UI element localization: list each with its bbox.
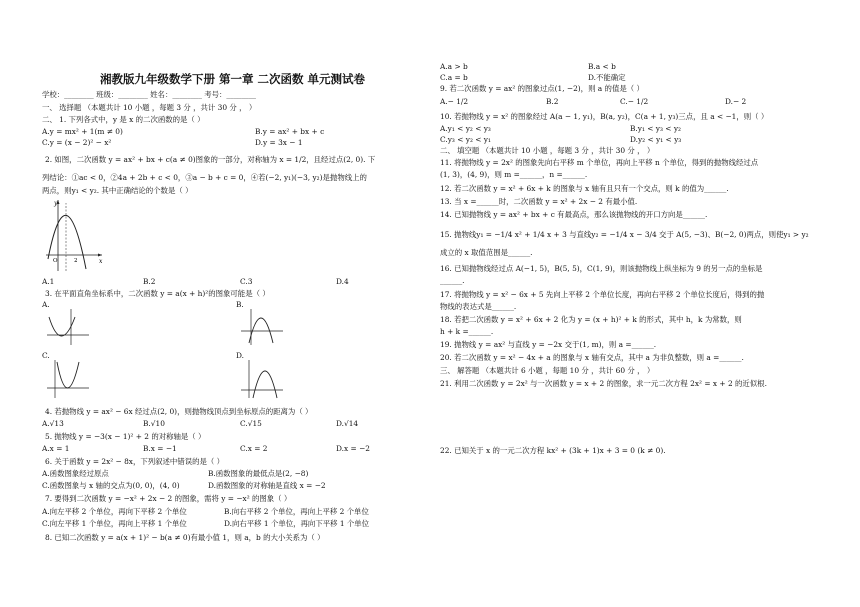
q2-option-a[interactable]: A.1 bbox=[42, 277, 55, 286]
q18-line-2: h + k =______. bbox=[440, 327, 494, 336]
q3-figure-d bbox=[239, 358, 285, 400]
q5-option-b[interactable]: B.x = −1 bbox=[143, 444, 177, 453]
q6-option-c[interactable]: C.函数图象与 x 轴的交点为(0, 0)，(4, 0) bbox=[42, 481, 180, 490]
q7-stem: 7. 要得到二次函数 y = −x² + 2x − 2 的图象，需将 y = −x² 的图象（ ） bbox=[45, 494, 292, 503]
q11-line-1: 11. 将抛物线 y = 2x² 的图象先向右平移 m 个单位，再向上平移 n 个单位，得到的抛物线经过点 bbox=[440, 158, 759, 167]
q5-stem: 5. 抛物线 y = −3(x − 1)² + 2 的对称轴是（ ） bbox=[45, 432, 206, 441]
q10-option-d[interactable]: D.y₂ < y₁ < y₃ bbox=[630, 135, 682, 144]
q8-option-c[interactable]: C.a = b bbox=[440, 73, 468, 82]
q8-option-b[interactable]: B.a < b bbox=[588, 62, 616, 71]
q12-stem: 12. 若二次函数 y = x² + 6x + k 的图象与 x 轴有且只有一个交点，则 k 的值为______. bbox=[440, 184, 729, 193]
q1-stem: 二、 1. 下列各式中，y 是 x 的二次函数的是（ ） bbox=[42, 115, 205, 124]
q15-line-1: 15. 抛物线y₁ = −1/4 x² + 1/4 x + 3 与直线y₂ = −1/4 x − 3/4 交于 A(5, −3)、B(−2, 0)两点，则使y₁ > y₂ bbox=[440, 230, 809, 239]
q4-option-a[interactable]: A.√13 bbox=[42, 419, 64, 428]
info-line: 学校：________ 班级：________ 姓名：________ 考号：________ bbox=[42, 90, 256, 99]
page-title: 湘教版九年级数学下册 第一章 二次函数 单元测试卷 bbox=[99, 72, 365, 86]
section-1-heading: 一、 选择题 （本题共计 10 小题 ，每题 3 分 ，共计 30 分 ， ） bbox=[42, 103, 257, 112]
q15-line-2: 成立的 x 取值范围是______. bbox=[440, 248, 533, 257]
q2-fig-y-label: y bbox=[54, 200, 58, 207]
q4-option-d[interactable]: D.√14 bbox=[336, 419, 359, 428]
q2-line-3: 两点，则y₁ < y₂. 其中正确结论的个数是（ ） bbox=[42, 186, 193, 195]
q2-parabola-figure bbox=[44, 197, 104, 273]
q5-option-c[interactable]: C.x = 2 bbox=[240, 444, 268, 453]
section-3-heading: 三、 解答题 （本题共计 6 小题 ，每题 10 分 ，共计 60 分 ， ） bbox=[440, 366, 655, 375]
q9-stem: 9. 若二次函数 y = ax² 的图象过点(1, −2)，则 a 的值是（ ） bbox=[440, 84, 644, 93]
q18-line-1: 18. 若把二次函数 y = x² + 6x + 2 化为 y = (x + h)² + k 的形式，其中 h，k 为常数，则 bbox=[440, 315, 742, 324]
q6-option-a[interactable]: A.函数图象经过原点 bbox=[42, 469, 109, 478]
q3-option-a[interactable]: A. bbox=[42, 300, 50, 309]
q5-option-a[interactable]: A.x = 1 bbox=[42, 444, 70, 453]
q9-option-c[interactable]: C.− 1/2 bbox=[620, 97, 649, 106]
q2-line-1: 2. 如图，二次函数 y = ax² + bx + c(a ≠ 0)图象的一部分，对称轴为 x = 1/2，且经过点(2, 0). 下 bbox=[45, 155, 376, 164]
q2-fig-two-label: 2 bbox=[74, 258, 78, 264]
q11-line-2: (1, 3)，(4, 9)，则 m =______，n =______. bbox=[440, 170, 588, 179]
q20-stem: 20. 若二次函数 y = x² − 4x + a 的图象与 x 轴有交点，其中 a 为非负整数，则 a =______. bbox=[440, 353, 744, 362]
q8-stem: 8. 已知二次函数 y = a(x + 1)² − b(a ≠ 0)有最小值 1，则 a，b 的大小关系为（ ） bbox=[45, 533, 325, 542]
q1-option-d[interactable]: D.y = 3x − 1 bbox=[255, 138, 303, 147]
q6-option-d[interactable]: D.函数图象的对称轴是直线 x = −2 bbox=[208, 481, 326, 490]
q17-line-1: 17. 将抛物线 y = x² − 6x + 5 先向上平移 2 个单位长度，再向右平移 2 个单位长度后，得到的抛 bbox=[440, 290, 765, 299]
q7-option-d[interactable]: D.向右平移 1 个单位，再向下平移 1 个单位 bbox=[224, 519, 370, 528]
q3-option-c[interactable]: C. bbox=[42, 351, 50, 360]
q16-line-1: 16. 已知抛物线经过点 A(−1, 5)，B(5, 5)，C(1, 9)，则该抛物线上纵坐标为 9 的另一点的坐标是 bbox=[440, 264, 763, 273]
q2-line-2: 列结论：①ac < 0，②4a + 2b + c < 0，③a − b + c = 0，④若(−2, y₁)(−3, y₂)是抛物线上的 bbox=[42, 173, 367, 182]
q6-option-b[interactable]: B.函数图象的最低点是(2, −8) bbox=[208, 469, 309, 478]
q14-stem: 14. 已知抛物线 y = ax² + bx + c 有最高点，那么该抛物线的开口方向是______. bbox=[440, 210, 708, 219]
q2-option-c[interactable]: C.3 bbox=[240, 277, 253, 286]
q10-stem: 10. 若抛物线 y = x² 的图象经过 A(a − 1, y₁)，B(a, y₂)，C(a + 1, y₃)三点，且 a < −1，则（ ） bbox=[440, 112, 769, 121]
q9-option-b[interactable]: B.2 bbox=[546, 97, 559, 106]
q17-line-2: 物线的表达式是______. bbox=[440, 302, 517, 311]
q10-option-c[interactable]: C.y₃ < y₂ < y₁ bbox=[440, 135, 491, 144]
q21-stem: 21. 利用二次函数 y = 2x² 与一次函数 y = x + 2 的图象，求一元二次方程 2x² = x + 2 的近似根. bbox=[440, 379, 767, 388]
q9-option-a[interactable]: A.− 1/2 bbox=[440, 97, 469, 106]
q7-option-c[interactable]: C.向左平移 1 个单位，再向上平移 1 个单位 bbox=[42, 519, 187, 528]
q7-option-a[interactable]: A.向左平移 2 个单位，再向下平移 2 个单位 bbox=[42, 507, 187, 516]
q10-option-a[interactable]: A.y₁ < y₂ < y₃ bbox=[440, 124, 491, 133]
q4-stem: 4. 若抛物线 y = ax² − 6x 经过点(2, 0)，则抛物线顶点到坐标原点的距离为（ ） bbox=[45, 407, 313, 416]
q2-option-d[interactable]: D.4 bbox=[336, 277, 349, 286]
q3-option-d[interactable]: D. bbox=[236, 351, 245, 360]
q3-figure-a bbox=[45, 307, 91, 347]
q3-figure-b bbox=[239, 307, 285, 347]
q10-option-b[interactable]: B.y₁ < y₃ < y₂ bbox=[630, 124, 681, 133]
q7-option-b[interactable]: B.向右平移 2 个单位，再向上平移 2 个单位 bbox=[224, 507, 369, 516]
q9-option-d[interactable]: D.− 2 bbox=[725, 97, 747, 106]
q3-option-b[interactable]: B. bbox=[236, 300, 244, 309]
q4-option-b[interactable]: B.√10 bbox=[143, 419, 165, 428]
q3-stem: 3. 在平面直角坐标系中，二次函数 y = a(x + h)²的图象可能是（ ） bbox=[45, 289, 270, 298]
q2-fig-x-label: x bbox=[99, 258, 103, 265]
q22-stem: 22. 已知关于 x 的一元二次方程 kx² + (3k + 1)x + 3 = 0 (k ≠ 0). bbox=[440, 446, 666, 455]
section-2-heading: 二、 填空题 （本题共计 10 小题 ，每题 3 分 ，共计 30 分 ， ） bbox=[440, 146, 655, 155]
q2-fig-origin-label: O bbox=[53, 258, 58, 264]
q16-line-2: ______. bbox=[440, 276, 465, 285]
q13-stem: 13. 当 x =______时，二次函数 y = x² + 2x − 2 有最小值. bbox=[440, 197, 638, 206]
q1-option-c[interactable]: C.y = (x − 2)² − x² bbox=[42, 138, 112, 147]
q6-stem: 6. 关于函数 y = 2x² − 8x，下列叙述中错误的是（ ） bbox=[45, 457, 225, 466]
q2-option-b[interactable]: B.2 bbox=[143, 277, 156, 286]
q8-option-d[interactable]: D.不能确定 bbox=[588, 73, 626, 82]
q3-figure-c bbox=[45, 358, 91, 400]
q4-option-c[interactable]: C.√15 bbox=[240, 419, 262, 428]
q5-option-d[interactable]: D.x = −2 bbox=[336, 444, 370, 453]
q8-option-a[interactable]: A.a > b bbox=[440, 62, 468, 71]
q1-option-b[interactable]: B.y = ax² + bx + c bbox=[255, 127, 325, 136]
q19-stem: 19. 抛物线 y = ax² 与直线 y = −2x 交于(1, m)，则 a =______. bbox=[440, 340, 657, 349]
q1-option-a[interactable]: A.y = mx² + 1(m ≠ 0) bbox=[42, 127, 123, 136]
